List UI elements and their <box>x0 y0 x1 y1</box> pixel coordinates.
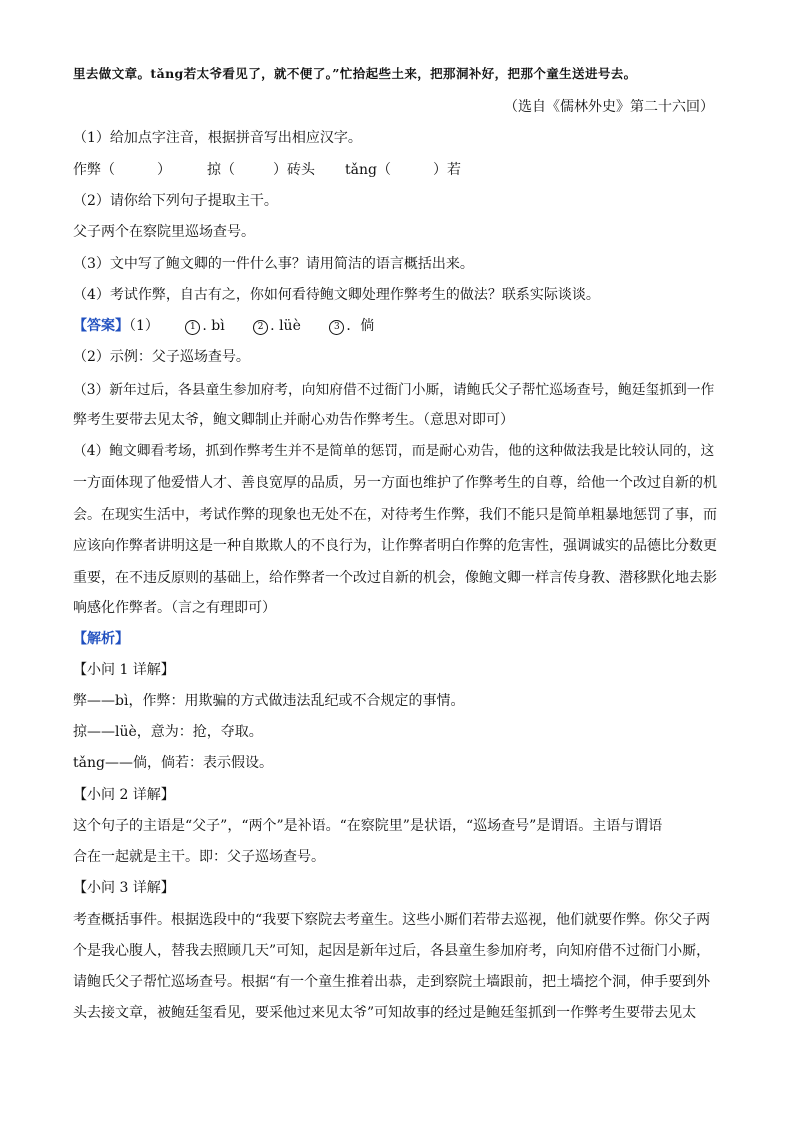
answer-4-line-1: （4）鲍文卿看考场，抓到作弊考生并不是简单的惩罚，而是耐心劝告，他的这种做法我是比较认同的，这 <box>73 443 715 459</box>
answer-4-line-5: 重要，在不违反原则的基础上，给作弊者一个改过自新的机会，像鲍文卿一样言传身教、潜移默化地去影 <box>73 570 717 586</box>
analysis-sub-3-line-4: 头去接文章，被鲍廷玺看见，要采他过来见太爷”可知故事的经过是鲍廷玺抓到一作弊考生要带去见太 <box>73 1005 697 1021</box>
analysis-sub-1-line-2: 掠——lüè，意为：抢，夺取。 <box>73 724 263 740</box>
answer-1-val-1: . bì <box>202 318 225 334</box>
analysis-sub-3-line-2: 个是我心腹人，替我去照顾几天”可知，起因是新年过后，各县童生参加府考，向知府借不过衙门小厮， <box>73 943 711 959</box>
question-1-items <box>73 160 461 180</box>
answer-4-line-6: 响感化作弊者。（言之有理即可） <box>73 600 276 616</box>
analysis-sub-3-line-3: 请鲍氏父子帮忙巡场查号。根据“有一个童生推着出恭，走到察院土墙跟前，把土墙挖个洞，伸手要到外 <box>73 974 711 990</box>
question-2: （2）请你给下列句子提取主干。 <box>73 193 278 209</box>
q1-item-zuobi-open: 作弊（ <box>73 162 115 178</box>
passage-tail: 里去做文章。tǎng若太爷看见了，就不便了。”忙拾起些土来，把那洞补好，把那个童生送进号去。 <box>73 66 637 81</box>
answer-1-num-1: 1 <box>185 320 200 335</box>
answer-1-val-2: . lüè <box>270 318 301 334</box>
analysis-sub-2-title: 【小问 2 详解】 <box>73 787 175 803</box>
passage-source: （选自《儒林外史》第二十六回） <box>504 99 714 115</box>
answer-4-line-3: 会。在现实生活中，考试作弊的现象也无处不在，对待考生作弊，我们不能只是简单粗暴地惩罚了事，而 <box>73 507 717 523</box>
question-4: （4）考试作弊，自古有之，你如何看待鲍文卿处理作弊考生的做法？联系实际谈谈。 <box>73 287 600 303</box>
question-2-sentence: 父子两个在察院里巡场查号。 <box>73 224 255 240</box>
analysis-sub-1-line-1: 弊——bì，作弊：用欺骗的方式做违法乱纪或不合规定的事情。 <box>73 693 465 709</box>
answer-1-num-2: 2 <box>253 320 268 335</box>
answer-1 <box>73 316 374 336</box>
analysis-sub-1-title: 【小问 1 详解】 <box>73 662 175 678</box>
answer-2: （2）示例：父子巡场查号。 <box>73 349 250 365</box>
answer-1-prefix: （1） <box>129 318 159 334</box>
q1-item-lue-open: 掠（ <box>207 162 235 178</box>
analysis-sub-2-line-1: 这个句子的主语是“父子”，“两个”是补语。“在察院里”是状语，“巡场查号”是谓语。主语与谓语 <box>73 818 663 834</box>
q1-item-zuobi-close: ） <box>157 162 171 178</box>
answer-4-line-4: 应该向作弊者讲明这是一种自欺欺人的不良行为，让作弊者明白作弊的危害性，强调诚实的品德比分数更 <box>73 538 717 554</box>
analysis-label: 【解析】 <box>73 631 129 647</box>
q1-item-lue-close: ）砖头 <box>273 162 315 178</box>
answer-label: 【答案】 <box>73 318 129 334</box>
answer-4-line-2: 一方面体现了他爱惜人才、善良宽厚的品质，另一方面也维护了作弊考生的自尊，给他一个改过自新的机 <box>73 475 717 491</box>
question-1: （1）给加点字注音，根据拼音写出相应汉字。 <box>73 130 362 146</box>
answer-1-num-3: 3 <box>329 320 344 335</box>
answer-3-line-2: 弊考生要带去见太爷，鲍文卿制止并耐心劝告作弊考生。（意思对即可） <box>73 412 514 428</box>
analysis-sub-3-line-1: 考查概括事件。根据选段中的“我要下察院去考童生。这些小厮们若带去巡视，他们就要作弊。你父子两 <box>73 912 711 928</box>
question-3: （3）文中写了鲍文卿的一件什么事？请用简洁的语言概括出来。 <box>73 256 474 272</box>
analysis-sub-1-line-3: tǎng——倘，倘若：表示假设。 <box>73 755 273 771</box>
q1-item-tang-open: tǎng（ <box>345 162 391 178</box>
answer-1-val-3: ．倘 <box>346 318 375 334</box>
q1-item-tang-close: ）若 <box>432 162 461 178</box>
analysis-sub-2-line-2: 合在一起就是主干。即：父子巡场查号。 <box>73 849 325 865</box>
analysis-sub-3-title: 【小问 3 详解】 <box>73 880 175 896</box>
answer-3-line-1: （3）新年过后，各县童生参加府考，向知府借不过衙门小厮，请鲍氏父子帮忙巡场查号，鲍廷玺抓到一作 <box>73 382 715 398</box>
